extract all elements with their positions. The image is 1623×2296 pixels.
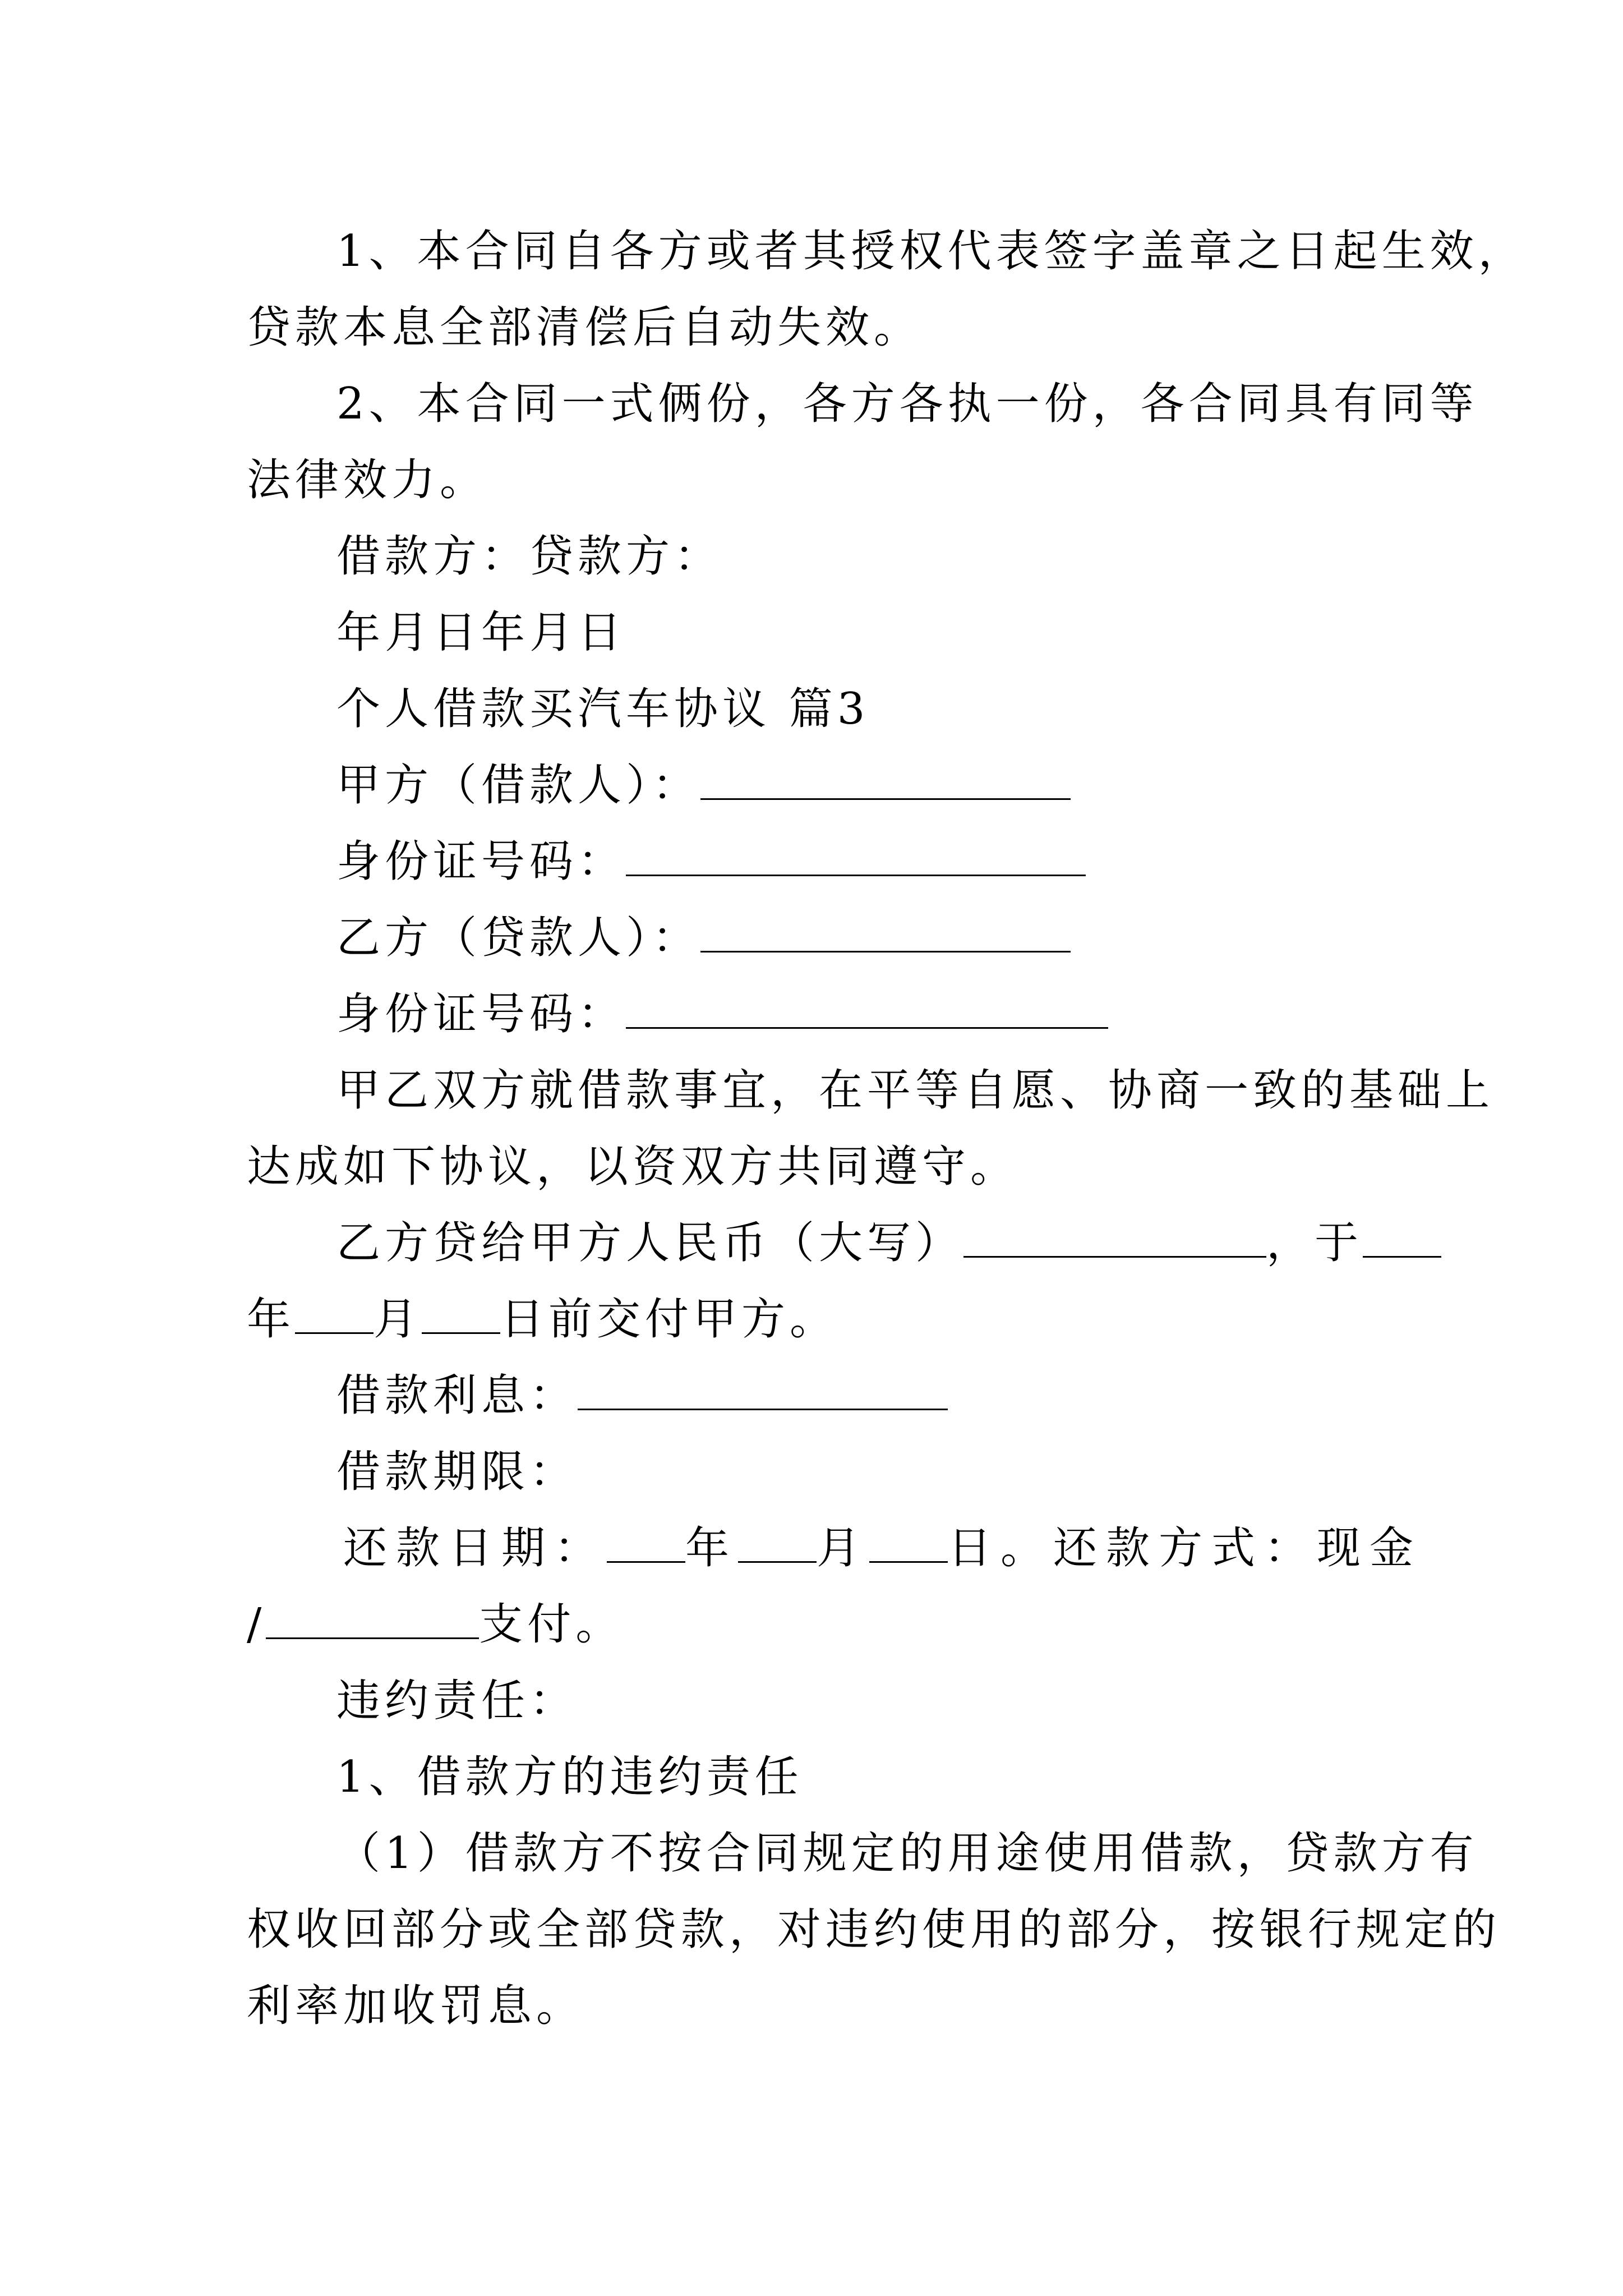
party-a-id-line xyxy=(247,823,1385,900)
repay-year-text: 年 xyxy=(685,1523,739,1573)
loan-amount-label: 乙方贷给甲方人民币（大写） xyxy=(336,1218,964,1268)
section-title: 个人借款买汽车协议 篇3 xyxy=(336,684,870,734)
repayment-date-label: 还款日期： xyxy=(343,1523,607,1573)
repay-method-text: 日。还款方式：现金 xyxy=(948,1523,1423,1573)
interest-label: 借款利息： xyxy=(336,1370,578,1421)
party-a-label: 甲方（借款人）： xyxy=(336,760,701,811)
liability-clause-line-1: （1）借款方不按合同规定的用途使用借款，贷款方有 xyxy=(336,1828,1478,1879)
payment-method-line xyxy=(247,1586,1385,1663)
signature-parties: 借款方：贷款方： xyxy=(336,531,723,582)
loan-term-line: 借款期限： xyxy=(336,1447,578,1497)
loan-year-blank xyxy=(1363,1221,1441,1258)
party-a-id-label: 身份证号码： xyxy=(336,836,626,887)
party-a-line xyxy=(247,747,1385,823)
liability-subheading: 1、借款方的违约责任 xyxy=(336,1752,803,1802)
interest-line xyxy=(247,1358,1385,1434)
party-b-id-blank xyxy=(626,992,1108,1029)
party-a-blank xyxy=(700,763,1071,800)
clause-copies-line-1: 2、本合同一式俩份，各方各执一份，各合同具有同等 xyxy=(336,379,1478,429)
party-b-id-label: 身份证号码： xyxy=(336,989,626,1039)
loan-month-blank xyxy=(295,1297,374,1334)
liability-clause-line-2: 权收回部分或全部贷款，对违约使用的部分，按银行规定的 xyxy=(247,1904,1501,1955)
loan-amount-line xyxy=(247,1205,1385,1281)
signature-dates: 年月日年月日 xyxy=(336,608,626,658)
repayment-date-line xyxy=(247,1510,1423,1586)
party-b-line xyxy=(247,900,1385,976)
document-body xyxy=(247,213,1527,2044)
loan-day-blank xyxy=(422,1297,500,1334)
party-b-id-line xyxy=(247,976,1385,1052)
clause-effective-line-2: 贷款本息全部清偿后自动失效。 xyxy=(247,302,923,353)
agreement-intro-line-2: 达成如下协议，以资双方共同遵守。 xyxy=(247,1142,1019,1192)
party-b-blank xyxy=(700,916,1071,953)
loan-amount-connector: ，于 xyxy=(1266,1218,1363,1268)
clause-effective-line-1: 1、本合同自各方或者其授权代表签字盖章之日起生效， xyxy=(336,226,1527,277)
party-b-label: 乙方（贷款人）： xyxy=(336,913,701,963)
party-a-id-blank xyxy=(626,840,1086,876)
clause-copies-line-2: 法律效力。 xyxy=(247,455,488,505)
repay-day-blank xyxy=(869,1526,948,1563)
loan-year-text: 年 xyxy=(247,1294,296,1345)
repay-year-blank xyxy=(607,1526,685,1563)
loan-delivery-text: 日前交付甲方。 xyxy=(500,1294,838,1345)
payment-slash: / xyxy=(247,1599,266,1650)
payment-text: 支付。 xyxy=(479,1599,624,1650)
agreement-intro-line-1: 甲乙双方就借款事宜，在平等自愿、协商一致的基础上 xyxy=(336,1065,1495,1116)
repay-month-blank xyxy=(738,1526,817,1563)
liability-heading: 违约责任： xyxy=(336,1676,578,1726)
loan-month-text: 月 xyxy=(374,1294,422,1345)
interest-blank xyxy=(578,1374,948,1410)
payment-method-blank xyxy=(266,1603,479,1639)
loan-date-line xyxy=(247,1281,1385,1358)
liability-clause-line-3: 利率加收罚息。 xyxy=(247,1981,585,2031)
loan-amount-blank xyxy=(963,1221,1266,1258)
repay-month-text: 月 xyxy=(817,1523,870,1573)
